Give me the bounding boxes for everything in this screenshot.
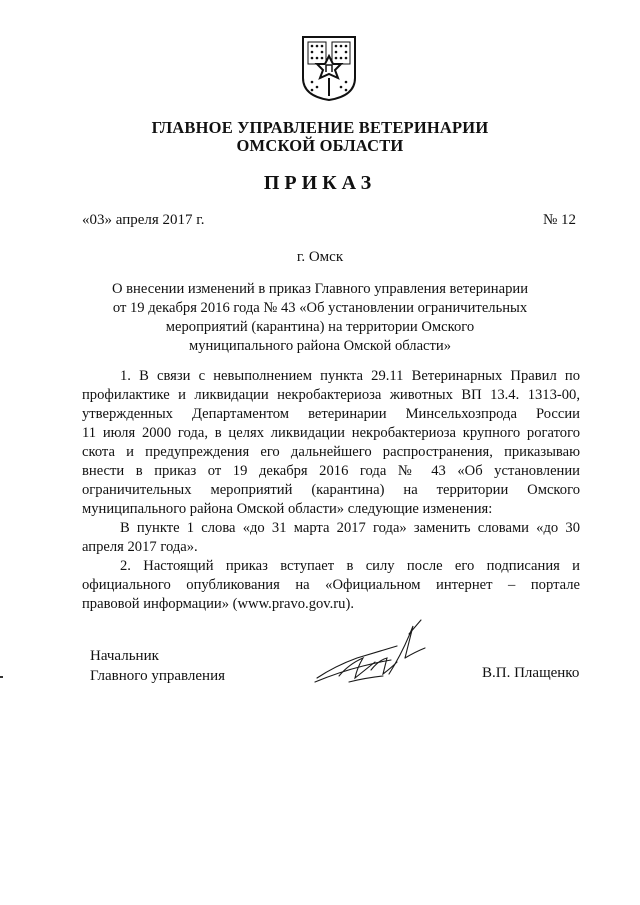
order-number: № 12	[543, 212, 577, 228]
org-name-line-2: ОМСКОЙ ОБЛАСТИ	[236, 136, 404, 155]
omsk-coat-of-arms-icon	[300, 34, 358, 102]
body-line: скота и предупреждения его дальнейшего распространения, приказываю	[82, 444, 580, 460]
body-line: внести в приказ от 19 декабря 2016 года № 43 «Об установлении	[82, 463, 580, 479]
subject-line: мероприятий (карантина) на территории Омского	[165, 319, 475, 335]
order-date: «03» апреля 2017 г.	[82, 212, 205, 228]
org-name-line-1: ГЛАВНОЕ УПРАВЛЕНИЕ ВЕТЕРИНАРИИ	[151, 118, 489, 137]
body-line: В пункте 1 слова «до 31 марта 2017 года» заменить словами «до 30	[120, 520, 580, 536]
body-line: утвержденных Департаментом ветеринарии Минсельхозпрода России	[82, 406, 580, 422]
body-line: апреля 2017 года».	[82, 539, 198, 555]
subject-line: О внесении изменений в приказ Главного управления ветеринарии	[111, 281, 529, 297]
order-city: г. Омск	[296, 249, 344, 265]
document-type-title: ПРИКАЗ	[263, 172, 377, 194]
subject-line: от 19 декабря 2016 года № 43 «Об установлении ограничительных	[112, 300, 528, 316]
page-edge-mark	[0, 676, 3, 678]
body-line: 1. В связи с невыполнением пункта 29.11 Ветеринарных Правил по	[120, 368, 580, 384]
body-line: 2. Настоящий приказ вступает в силу после его подписания и	[120, 558, 580, 574]
body-line: официального опубликования на «Официальном интернет – портале	[82, 577, 580, 593]
body-line: муниципального района Омской области» следующие изменения:	[82, 501, 493, 517]
body-line: правовой информации» (www.pravo.gov.ru).	[82, 596, 354, 612]
handwritten-signature-icon	[305, 612, 445, 692]
signer-position-line-2: Главного управления	[90, 668, 225, 684]
body-line: 11 июля 2000 года, в целях ликвидации некробактериоза крупного рогатого	[82, 425, 580, 441]
signer-name: В.П. Плащенко	[482, 665, 580, 681]
subject-line: муниципального района Омской области»	[188, 338, 452, 354]
body-line: ограничительных мероприятий (карантина) на территории Омского	[82, 482, 580, 498]
body-line: профилактике и ликвидации некробактериоза животных ВП 13.4. 1313-00,	[82, 387, 580, 403]
signer-position-line-1: Начальник	[90, 648, 159, 664]
